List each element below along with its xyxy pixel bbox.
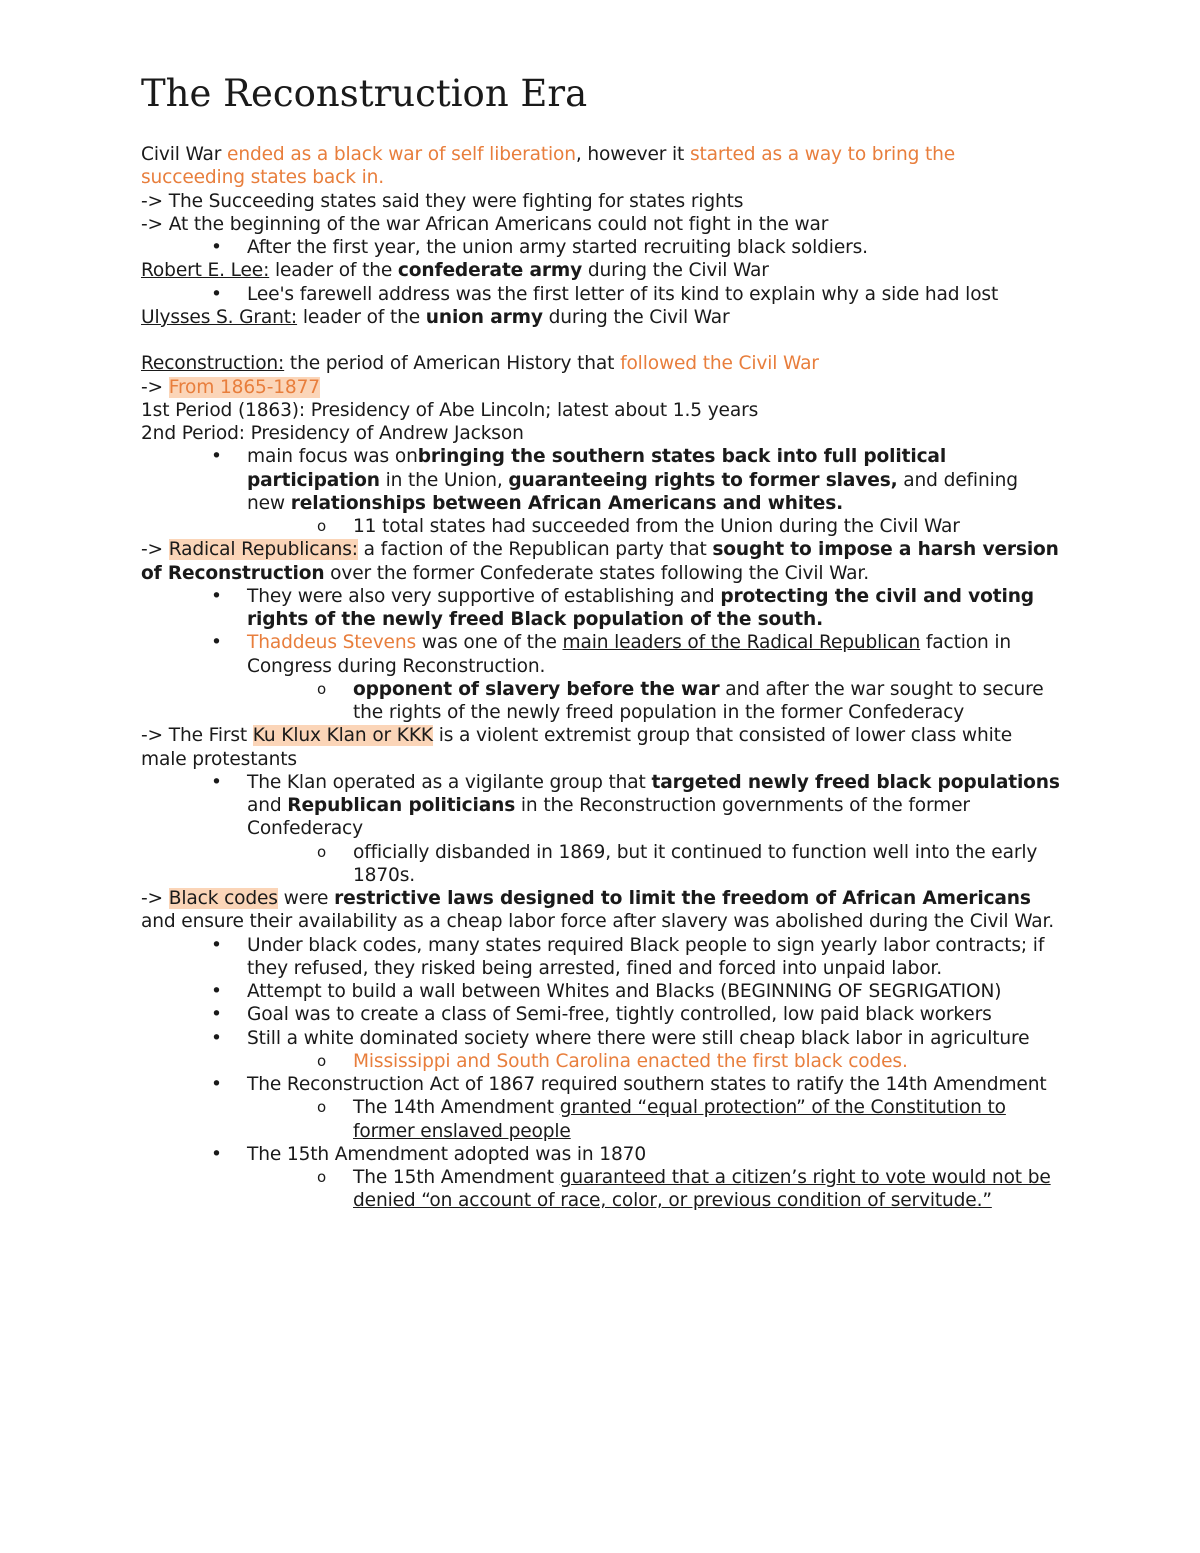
bullet-item: • They were also very supportive of establishing and protecting the civil and voting rights of the newly freed Black population of the south. (211, 585, 1034, 630)
bullet-icon: • (211, 632, 222, 654)
paragraph-civil-war: Civil War ended as a black war of self liberation, however it started as a way to bring the succeeding states back in. (141, 144, 956, 189)
bullet-item: • Still a white dominated society where there were still cheap black labor in agriculture (211, 1027, 1030, 1049)
bullet-icon: • (211, 283, 222, 305)
bullet-icon: • (211, 446, 222, 468)
paragraph-black-codes: -> Black codes were restrictive laws designed to limit the freedom of African Americans and ensure their availability as a cheap labor force after slavery was abolished during the Civil War. (141, 888, 1055, 933)
sub-bullet-item: o officially disbanded in 1869, but it continued to function well into the early 1870s. (317, 841, 1038, 886)
bullet-icon: • (211, 1027, 222, 1049)
period-line: 2nd Period: Presidency of Andrew Jackson (141, 423, 524, 444)
paragraph-kkk: -> The First Ku Klux Klan or KKK is a violent extremist group that consisted of lower class white male protestants (141, 725, 1013, 770)
definition-reconstruction: Reconstruction: the period of American History that followed the Civil War (141, 353, 819, 375)
blank-line (141, 329, 1061, 352)
bullet-item: • After the first year, the union army started recruiting black soldiers. (211, 237, 868, 258)
document-title: The Reconstruction Era (141, 72, 588, 115)
circle-bullet-icon: o (317, 1098, 327, 1117)
arrow-line: -> At the beginning of the war African Americans could not fight in the war (141, 213, 829, 235)
bullet-icon: • (211, 237, 222, 258)
bullet-icon: • (211, 1143, 222, 1165)
sub-bullet-item: o opponent of slavery before the war and after the war sought to secure the rights of the newly freed population in the former Confederacy (317, 678, 1044, 723)
sub-bullet-item: o Mississippi and South Carolina enacted the first black codes. (317, 1050, 908, 1072)
bullet-item: • The Klan operated as a vigilante group that targeted newly freed black populations and Republican politicians in the Reconstruction governments of the former Confederacy (211, 771, 1060, 840)
bullet-icon: • (211, 934, 222, 956)
bullet-icon: • (211, 585, 222, 607)
bullet-icon: • (211, 771, 222, 793)
circle-bullet-icon: o (317, 842, 327, 861)
bullet-icon: • (211, 1074, 222, 1095)
circle-bullet-icon: o (317, 679, 327, 698)
document-body (141, 143, 1061, 1213)
bullet-icon: • (211, 1004, 222, 1026)
sub-bullet-item: o 11 total states had succeeded from the Union during the Civil War (317, 516, 960, 537)
sub-bullet-item: o The 14th Amendment granted “equal protection” of the Constitution to former enslaved people (317, 1097, 1006, 1142)
circle-bullet-icon: o (317, 1168, 327, 1186)
bullet-item: • Attempt to build a wall between Whites and Blacks (BEGINNING OF SEGRIGATION) (211, 981, 1002, 1002)
period-line: 1st Period (1863): Presidency of Abe Lincoln; latest about 1.5 years (141, 399, 759, 421)
circle-bullet-icon: o (317, 1051, 327, 1070)
bullet-item: • main focus was onbringing the southern states back into full political participation in the Union, guaranteeing rights to former slaves, and defining new relationships between African Americans and whites. (211, 446, 1018, 514)
sub-bullet-item: o The 15th Amendment guaranteed that a citizen’s right to vote would not be denied “on account of race, color, or previous condition of servitude.” (317, 1167, 1051, 1212)
bullet-icon: • (211, 981, 222, 1002)
arrow-line: -> The Succeeding states said they were fighting for states rights (141, 190, 744, 212)
circle-bullet-icon: o (317, 517, 327, 535)
definition-grant: Ulysses S. Grant: leader of the union army during the Civil War (141, 306, 730, 328)
bullet-item: • Under black codes, many states required Black people to sign yearly labor contracts; if they refused, they risked being arrested, fined and forced into unpaid labor. (211, 934, 1045, 979)
bullet-item: • The 15th Amendment adopted was in 1870 (211, 1143, 647, 1165)
definition-lee: Robert E. Lee: leader of the confederate army during the Civil War (141, 260, 769, 282)
paragraph-radical-republicans: -> Radical Republicans: a faction of the Republican party that sought to impose a harsh version of Reconstruction over the former Confederate states following the Civil War. (141, 539, 1059, 584)
bullet-item: • Goal was to create a class of Semi-free, tightly controlled, low paid black workers (211, 1004, 992, 1026)
bullet-item: • Thaddeus Stevens was one of the main leaders of the Radical Republican faction in Congress during Reconstruction. (211, 632, 1012, 677)
bullet-item: • Lee's farewell address was the first letter of its kind to explain why a side had lost (211, 283, 999, 305)
arrow-line: -> From 1865-1877 (141, 376, 320, 398)
bullet-item: • The Reconstruction Act of 1867 required southern states to ratify the 14th Amendment (211, 1074, 1047, 1095)
